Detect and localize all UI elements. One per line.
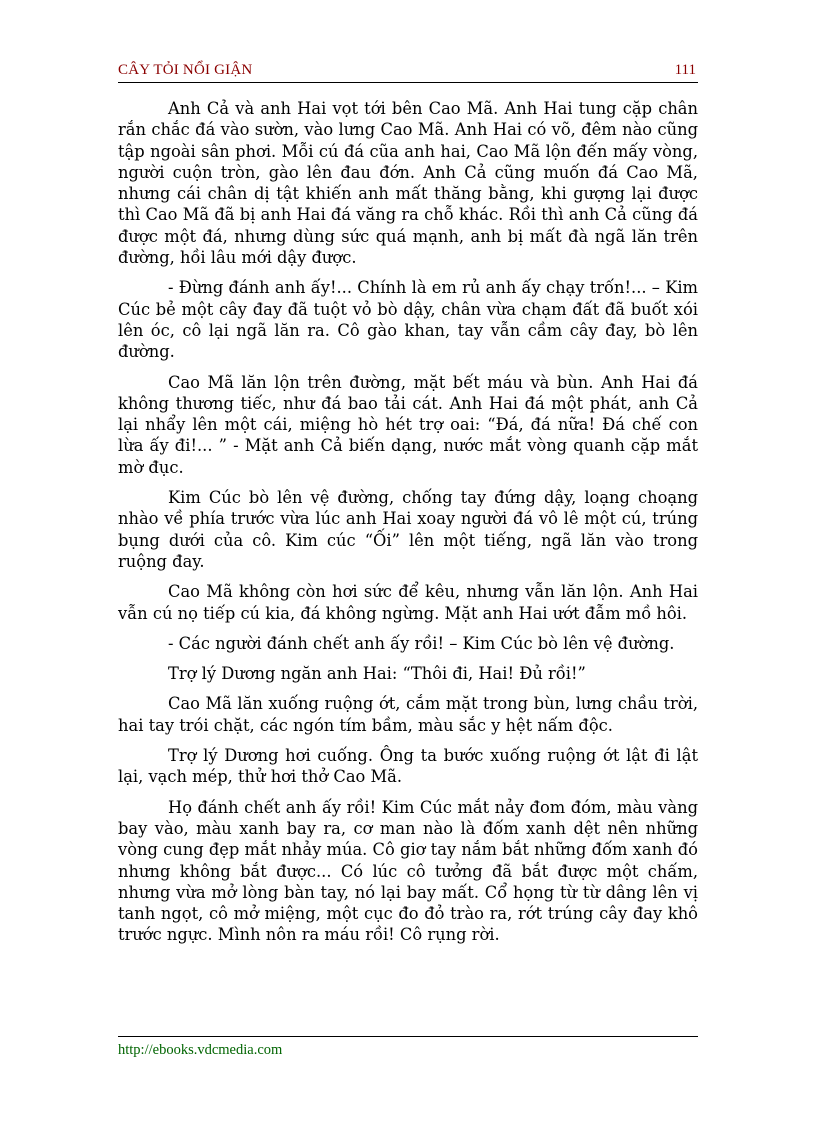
paragraph: Cao Mã không còn hơi sức để kêu, nhưng vẫn lăn lộn. Anh Hai vẫn cú nọ tiếp cú kia, đá không ngừng. Mặt anh Hai ướt đẫm mồ hôi. <box>118 582 698 623</box>
paragraph: Kim Cúc bò lên vệ đường, chống tay đứng dậy, loạng choạng nhào về phía trước vừa lúc anh Hai xoay người đá vô lê một cú, trúng bụng dưới của cô. Kim cúc “Ối” lên một tiếng, ngã lăn vào trong ruộng đay. <box>118 488 698 571</box>
paragraph: Cao Mã lăn xuống ruộng ớt, cắm mặt trong bùn, lưng chầu trời, hai tay trói chặt, các ngón tím bầm, màu sắc y hệt nấm độc. <box>118 694 698 735</box>
book-title: CÂY TỎI NỔI GIẬN <box>118 62 253 78</box>
footer-url-link[interactable]: http://ebooks.vdcmedia.com <box>118 1042 283 1058</box>
paragraph: Trợ lý Dương ngăn anh Hai: “Thôi đi, Hai! Đủ rồi!” <box>168 664 586 684</box>
paragraph: Trợ lý Dương hơi cuống. Ông ta bước xuống ruộng ớt lật đi lật lại, vạch mép, thử hơi thở Cao Mã. <box>118 746 698 787</box>
paragraph: Cao Mã lăn lộn trên đường, mặt bết máu và bùn. Anh Hai đá không thương tiếc, như đá bao tải cát. Anh Hai đá một phát, anh Cả lại nhẩy lên một cái, miệng hò hét trợ oai: “Đá, đá nữa! Đá chế con lừa ấy đi!... ” - Mặt anh Cả biến dạng, nước mắt vòng quanh cặp mắt mờ đục. <box>118 372 698 477</box>
paragraph: - Đừng đánh anh ấy!... Chính là em rủ anh ấy chạy trốn!... – Kim Cúc bẻ một cây đay đã tuột vỏ bò dậy, chân vừa chạm đất đã buốt xói lên óc, cô lại ngã lăn ra. Cô gào khan, tay vẫn cầm cây đay, bò lên đường. <box>118 278 698 362</box>
paragraph: Anh Cả và anh Hai vọt tới bên Cao Mã. Anh Hai tung cặp chân rắn chắc đá vào sườn, vào lưng Cao Mã. Anh Hai có võ, đêm nào cũng tập ngoài sân phơi. Mỗi cú đá cũa anh hai, Cao Mã lộn đến mấy vòng, người cuộn tròn, gào lên đau đớn. Anh Cả cũng muốn đá Cao Mã, nhưng cái chân dị tật khiến anh mất thăng bằng, khi gượng lại được thì Cao Mã đã bị anh Hai đá văng ra chỗ khác. Rồi thì anh Cả cũng đá được một đá, nhưng dùng sức quá mạnh, anh bị mất đà ngã lăn trên đường, hồi lâu mới dậy được. <box>118 99 698 268</box>
paragraph: - Các người đánh chết anh ấy rồi! – Kim Cúc bò lên vệ đường. <box>168 633 675 653</box>
page-header <box>118 62 698 83</box>
page-footer <box>118 1036 698 1059</box>
body-text <box>118 98 698 955</box>
page-number: 111 <box>674 62 696 78</box>
paragraph: Họ đánh chết anh ấy rồi! Kim Cúc mắt nảy đom đóm, màu vàng bay vào, màu xanh bay ra, cơ man nào là đốm xanh dệt nên những vòng cung đẹp mắt nhảy múa. Cô giơ tay nắm bắt những đốm xanh đó nhưng không bắt được... Có lúc cô tưởng đã bắt được một chấm, nhưng vừa mở lòng bàn tay, nó lại bay mất. Cổ họng từ từ dâng lên vị tanh ngọt, cô mở miệng, một cục đo đỏ trào ra, rớt trúng cây đay khô trước ngực. Mình nôn ra máu rồi! Cô rụng rời. <box>118 797 698 945</box>
